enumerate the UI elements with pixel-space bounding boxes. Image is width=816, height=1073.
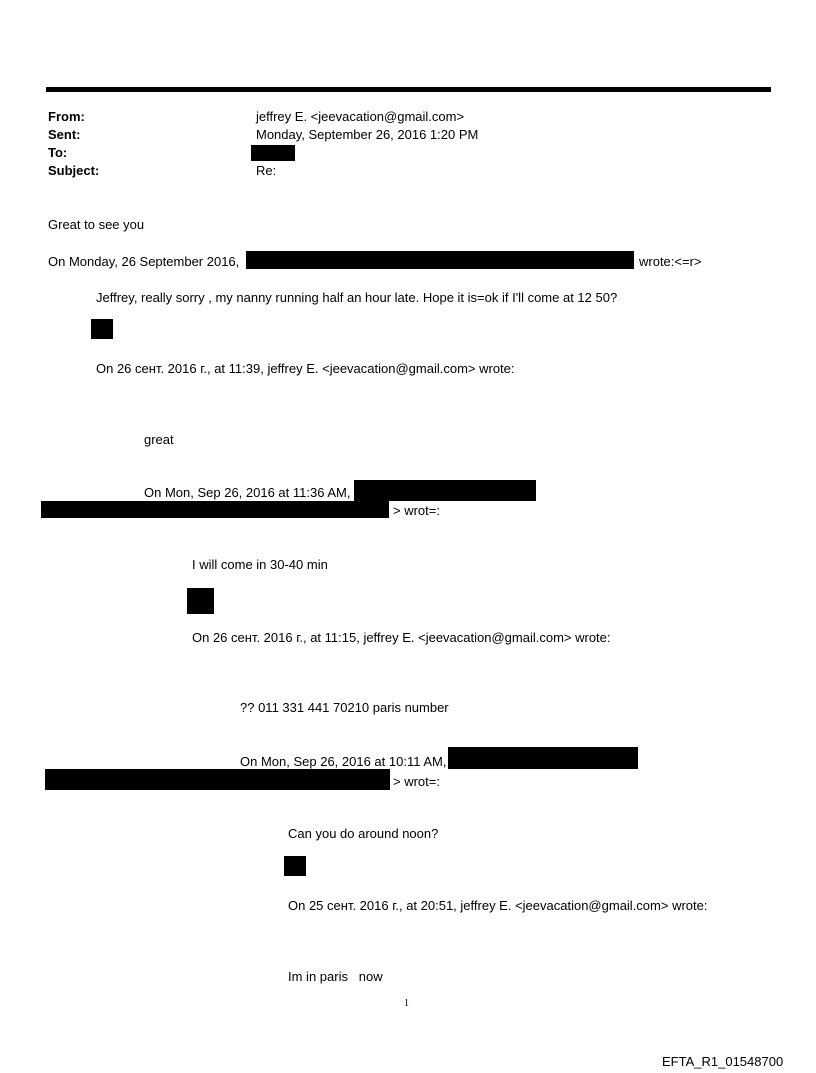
redaction-box [284,856,306,876]
message-text: Im in paris now [288,969,383,984]
quote-attribution: On Mon, Sep 26, 2016 at 11:36 AM, [144,485,351,500]
quote-attribution: On Monday, 26 September 2016, [48,254,240,269]
redaction-box [41,501,389,518]
message-text: Jeffrey, really sorry , my nanny running half an hour late. Hope it is=ok if I'll come at 12 50? [96,290,618,305]
header-rule [46,87,771,92]
redaction-box [246,251,634,269]
quote-attribution: On 25 сент. 2016 г., at 20:51, jeffrey E. <jeevacation@gmail.com> wrote: [288,898,708,913]
message-text: I will come in 30-40 min [192,557,328,572]
sent-value: Monday, September 26, 2016 1:20 PM [256,127,479,142]
redaction-box [251,145,295,161]
quote-attribution: On Mon, Sep 26, 2016 at 10:11 AM, [240,754,447,769]
message-text: ?? 011 331 441 70210 paris number [240,700,449,715]
redaction-box [354,480,536,501]
quote-attribution-suffix: wrote:<=r> [639,254,702,269]
from-value: jeffrey E. <jeevacation@gmail.com> [256,109,465,124]
redaction-box [448,747,638,769]
redaction-box [187,588,214,614]
redaction-box [45,769,390,790]
message-text: Can you do around noon? [288,826,439,841]
page-number: 1 [404,998,409,1009]
message-text: great [144,432,174,447]
body-line: Great to see you [48,217,145,232]
quote-attribution: On 26 сент. 2016 г., at 11:39, jeffrey E. <jeevacation@gmail.com> wrote: [96,361,515,376]
quote-attribution: On 26 сент. 2016 г., at 11:15, jeffrey E. <jeevacation@gmail.com> wrote: [192,630,611,645]
subject-value: Re: [256,163,277,178]
subject-label: Subject: [48,163,100,178]
redaction-box [91,319,113,339]
quote-attribution-suffix: > wrot=: [393,774,440,789]
sent-label: Sent: [48,127,81,142]
from-label: From: [48,109,85,124]
to-label: To: [48,145,68,160]
document-id: EFTA_R1_01548700 [662,1054,784,1069]
quote-attribution-suffix: > wrot=: [393,503,440,518]
